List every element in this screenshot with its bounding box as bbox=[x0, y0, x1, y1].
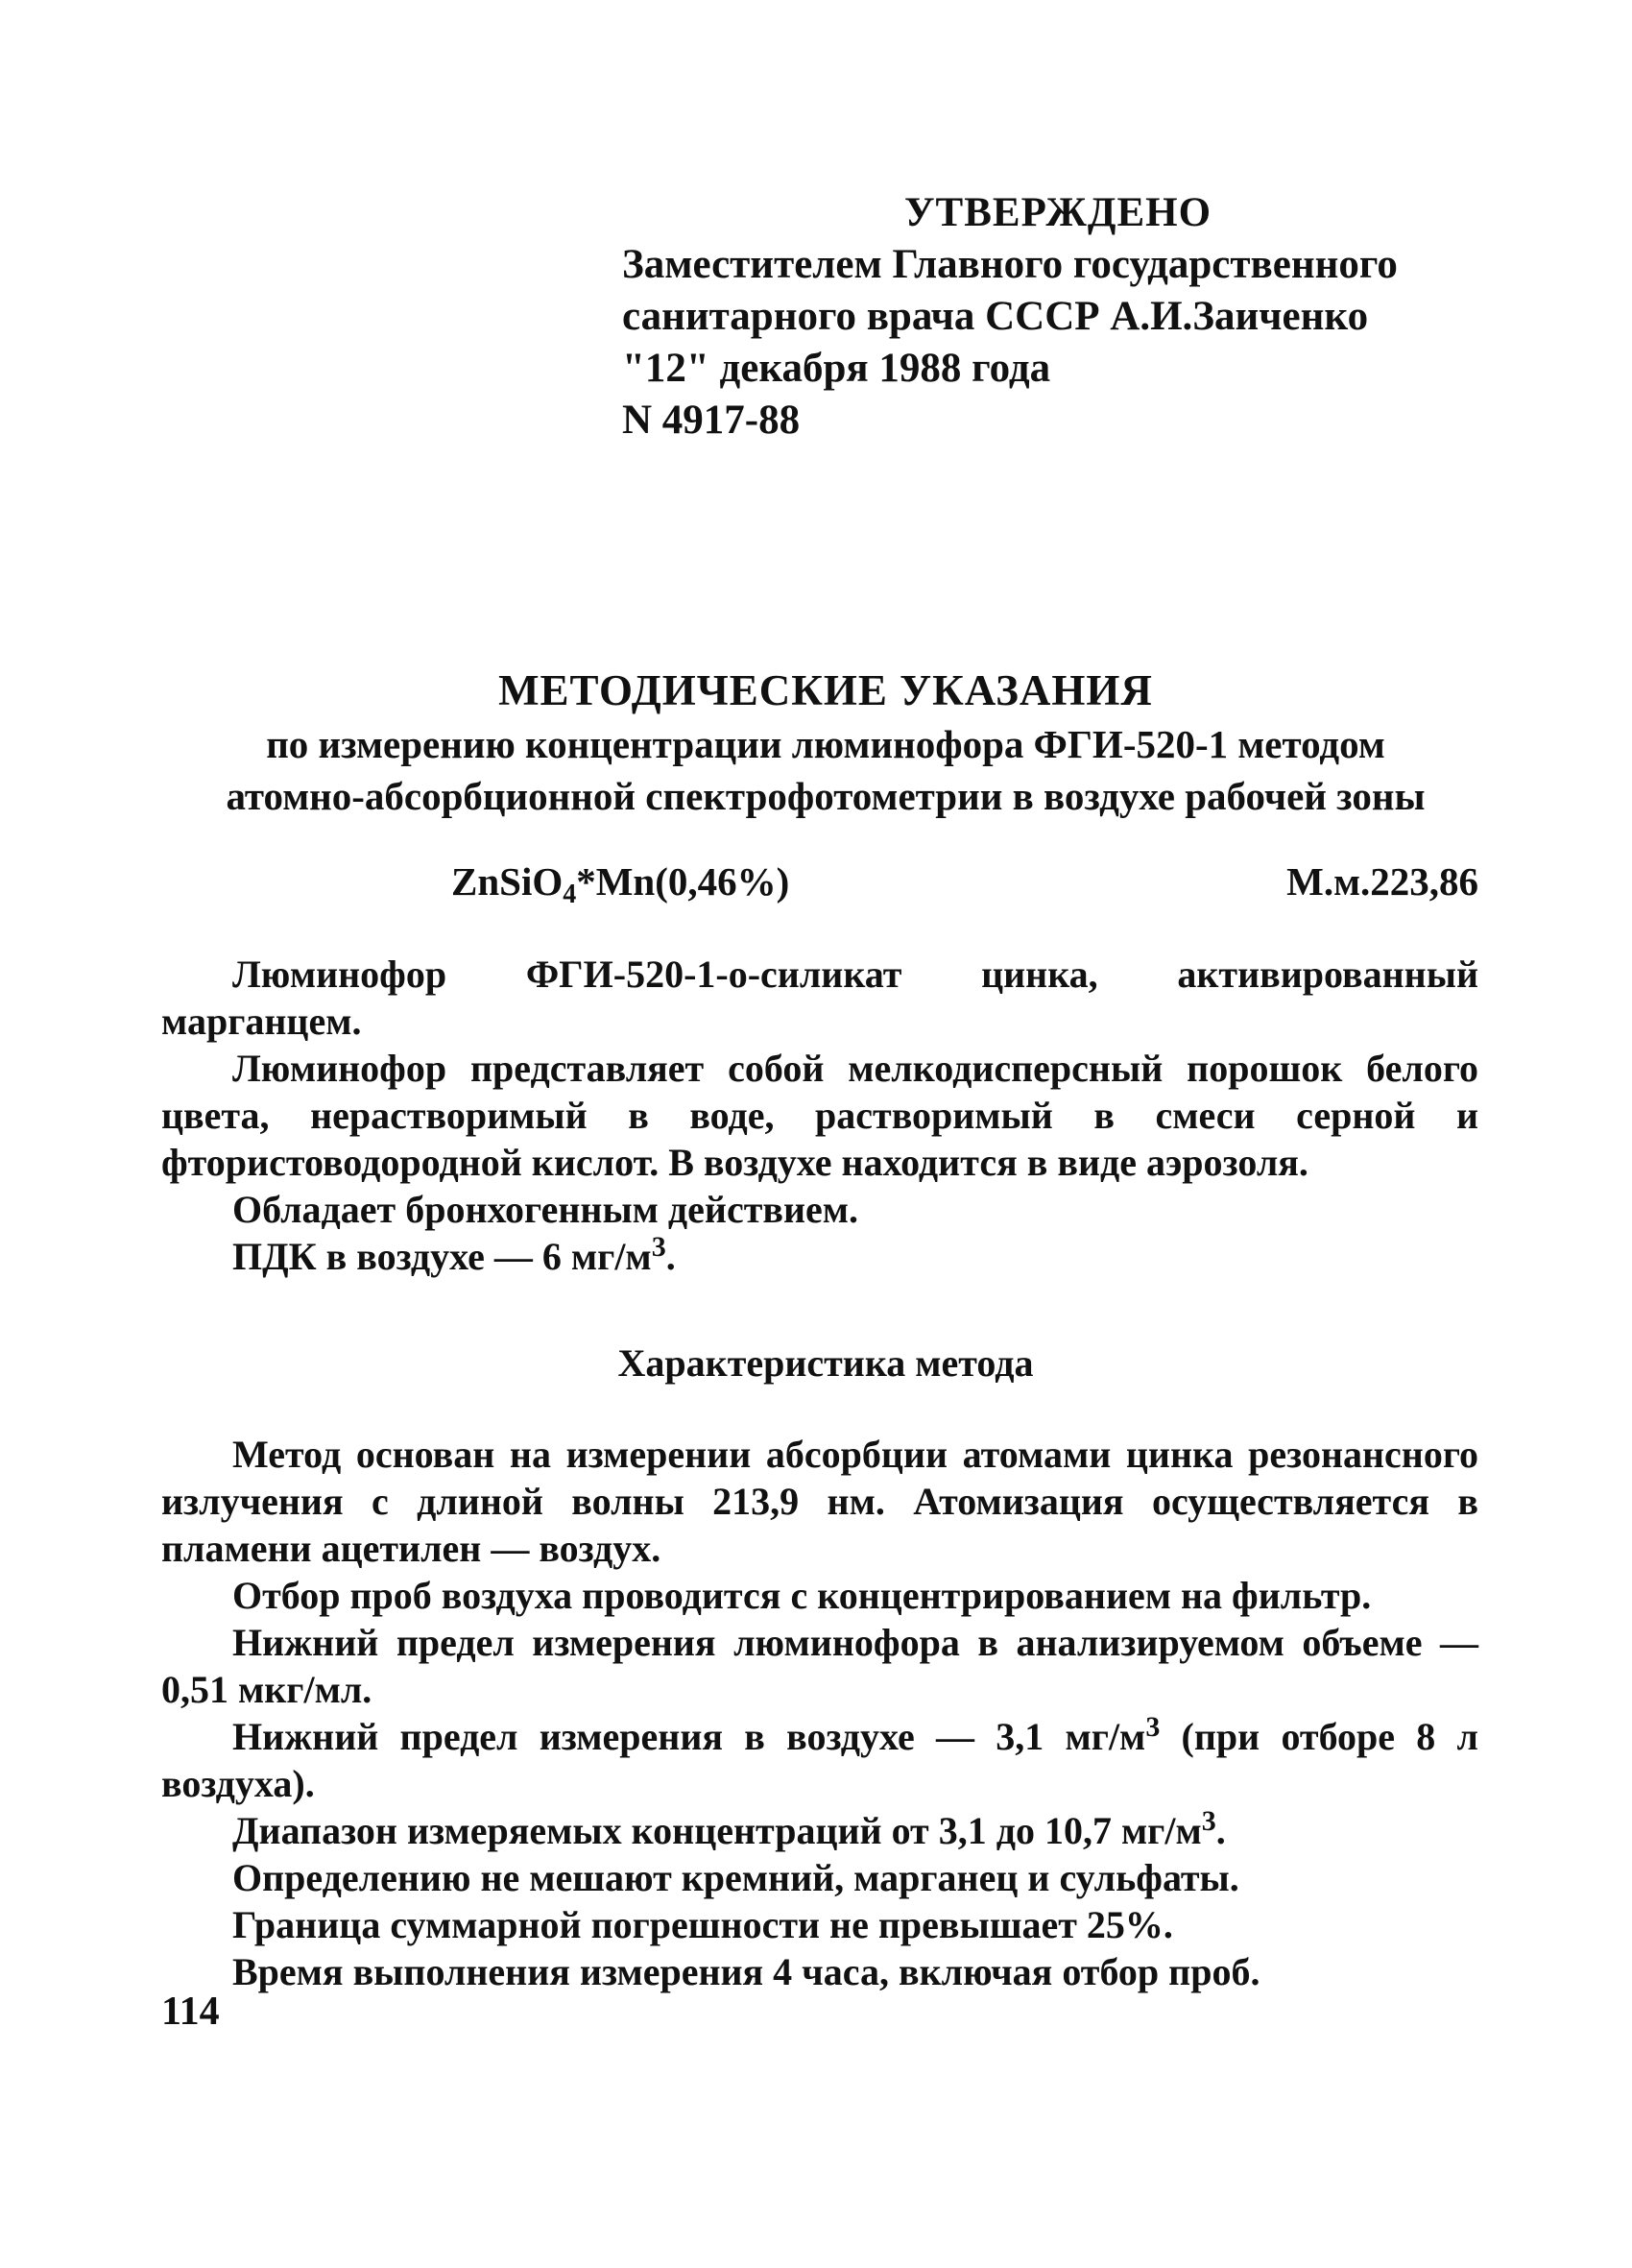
method-paragraph-5 bbox=[161, 1807, 1478, 1854]
method-paragraph-4 bbox=[161, 1713, 1478, 1807]
title-subline-1: по измерению концентрации люминофора ФГИ-520-1 методом bbox=[266, 722, 1385, 766]
range-superscript: 3 bbox=[1201, 1805, 1216, 1837]
approval-line-1: Заместителем Главного государственного bbox=[622, 242, 1398, 287]
intro-paragraph-3: Обладает бронхогенным действием. bbox=[232, 1188, 859, 1231]
method-paragraph-8: Время выполнения измерения 4 часа, включая отбор проб. bbox=[232, 1950, 1260, 1993]
method-paragraph-7: Граница суммарной погрешности не превышает 25%. bbox=[232, 1903, 1173, 1946]
lower-limit-end: (при отборе 8 л воздуха). bbox=[161, 1715, 1478, 1805]
approval-line-2: санитарного врача СССР А.И.Заиченко bbox=[622, 294, 1369, 339]
range-end: . bbox=[1215, 1809, 1226, 1852]
method-paragraph-2: Отбор проб воздуха проводится с концентрированием на фильтр. bbox=[232, 1574, 1372, 1617]
intro-paragraph-2: Люминофор представляет собой мелкодисперсный порошок белого цвета, нерастворимый в воде, растворимый в смеси серной и фтористоводородной кислот. В воздухе находится в виде аэрозоля. bbox=[161, 1047, 1478, 1184]
intro-paragraph-1: Люминофор ФГИ-520-1-о-силикат цинка, активированный марганцем. bbox=[161, 953, 1478, 1043]
section-heading: Характеристика метода bbox=[617, 1341, 1034, 1385]
formula-prefix: ZnSiO bbox=[451, 859, 564, 904]
mac-end: . bbox=[665, 1235, 676, 1278]
intro-paragraph-4 bbox=[161, 1233, 1478, 1280]
title-subline-2: атомно-абсорбционной спектрофотометрии в воздухе рабочей зоны bbox=[226, 774, 1426, 818]
mac-superscript: 3 bbox=[651, 1231, 666, 1263]
mac-text: ПДК в воздухе — 6 мг/м bbox=[232, 1235, 652, 1278]
lower-limit-text: Нижний предел измерения в воздухе — 3,1 мг/м bbox=[232, 1715, 1146, 1758]
formula-row bbox=[451, 857, 1478, 919]
method-section bbox=[161, 1431, 1478, 1995]
approval-number: N 4917-88 bbox=[622, 398, 801, 443]
document-title bbox=[173, 663, 1478, 822]
method-paragraph-1: Метод основан на измерении абсорбции атомами цинка резонансного излучения с длиной волны 213,9 нм. Атомизация осуществляется в пламени ацетилен — воздух. bbox=[161, 1433, 1478, 1570]
title-main: МЕТОДИЧЕСКИЕ УКАЗАНИЯ bbox=[498, 666, 1153, 714]
approval-block bbox=[622, 187, 1486, 446]
page-number: 114 bbox=[161, 1990, 220, 2034]
intro-section bbox=[161, 951, 1478, 1280]
method-paragraph-3: Нижний предел измерения люминофора в анализируемом объеме — 0,51 мкг/мл. bbox=[161, 1621, 1478, 1711]
range-text: Диапазон измеряемых концентраций от 3,1 до 10,7 мг/м bbox=[232, 1809, 1202, 1852]
chemical-formula bbox=[451, 859, 790, 909]
approval-date: "12" декабря 1988 года bbox=[622, 346, 1051, 391]
approval-heading: УТВЕРЖДЕНО bbox=[904, 190, 1212, 235]
method-paragraph-6: Определению не мешают кремний, марганец и сульфаты. bbox=[232, 1856, 1239, 1899]
lower-limit-superscript: 3 bbox=[1145, 1711, 1161, 1743]
formula-suffix: *Mn(0,46%) bbox=[576, 859, 790, 904]
formula-subscript: 4 bbox=[563, 880, 577, 909]
molar-mass: М.м.223,86 bbox=[1286, 859, 1478, 904]
